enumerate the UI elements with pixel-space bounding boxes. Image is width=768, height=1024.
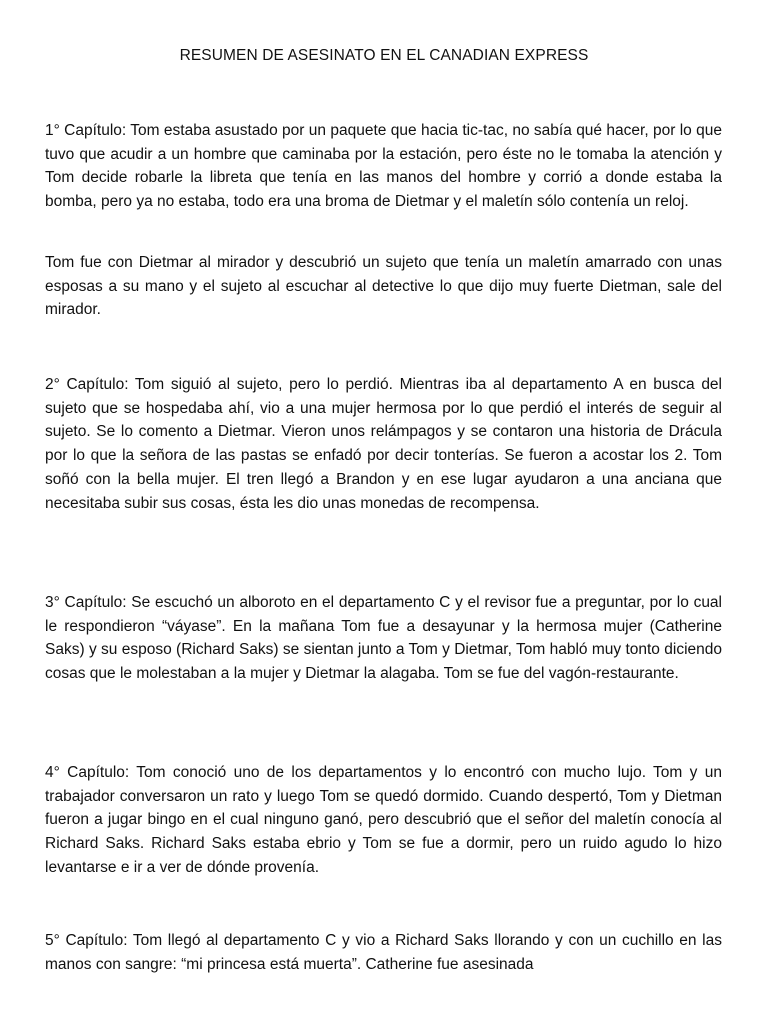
paragraph-chapter-2: 2° Capítulo: Tom siguió al sujeto, pero lo perdió. Mientras iba al departamento A en busca del sujeto que se hospedaba ahí, vio a una mujer hermosa por lo que perdió el interés de seguir al sujeto. Se lo comento a Dietmar. Vieron unos relámpagos y se contaron una historia de Drácula por lo que la señora de las pastas se enfadó por decir tonterías. Se fueron a acostar los 2. Tom soñó con la bella mujer. El tren llegó a Brandon y en ese lugar ayudaron a una anciana que necesitaba subir sus cosas, ésta les dio unas monedas de recompensa. bbox=[45, 376, 722, 512]
paragraph-chapter-1-continued: Tom fue con Dietmar al mirador y descubrió un sujeto que tenía un maletín amarrado con unas esposas a su mano y el sujeto al escuchar al detective lo que dijo muy fuerte Dietman, sale del mirador. bbox=[45, 254, 722, 319]
paragraph-chapter-4: 4° Capítulo: Tom conoció uno de los departamentos y lo encontró con mucho lujo. Tom y un trabajador conversaron un rato y luego Tom se quedó dormido. Cuando despertó, Tom y Dietman fueron a jugar bingo en el cual ninguno ganó, pero descubrió que el señor del maletín conocía al Richard Saks. Richard Saks estaba ebrio y Tom se fue a dormir, pero un ruido agudo lo hizo levantarse e ir a ver de dónde provenía. bbox=[45, 764, 722, 876]
paragraph-chapter-1: 1° Capítulo: Tom estaba asustado por un paquete que hacia tic-tac, no sabía qué hacer, por lo que tuvo que acudir a un hombre que caminaba por la estación, pero éste no le tomaba la atención y Tom decide robarle la libreta que tenía en las manos del hombre y corrió a donde estaba la bomba, pero ya no estaba, todo era una broma de Dietmar y el maletín sólo contenía un reloj. bbox=[45, 122, 722, 211]
document-title: RESUMEN DE ASESINATO EN EL CANADIAN EXPRESS bbox=[179, 47, 589, 64]
paragraph-chapter-5: 5° Capítulo: Tom llegó al departamento C y vio a Richard Saks llorando y con un cuchillo en las manos con sangre: “mi princesa está muerta”. Catherine fue asesinada bbox=[45, 932, 722, 973]
paragraph-chapter-3: 3° Capítulo: Se escuchó un alboroto en el departamento C y el revisor fue a preguntar, por lo cual le respondieron “váyase”. En la mañana Tom fue a desayunar y la hermosa mujer (Catherine Saks) y su esposo (Richard Saks) se sientan junto a Tom y Dietmar, Tom habló muy tonto diciendo cosas que le molestaban a la mujer y Dietmar la alagaba. Tom se fue del vagón-restaurante. bbox=[45, 594, 722, 683]
